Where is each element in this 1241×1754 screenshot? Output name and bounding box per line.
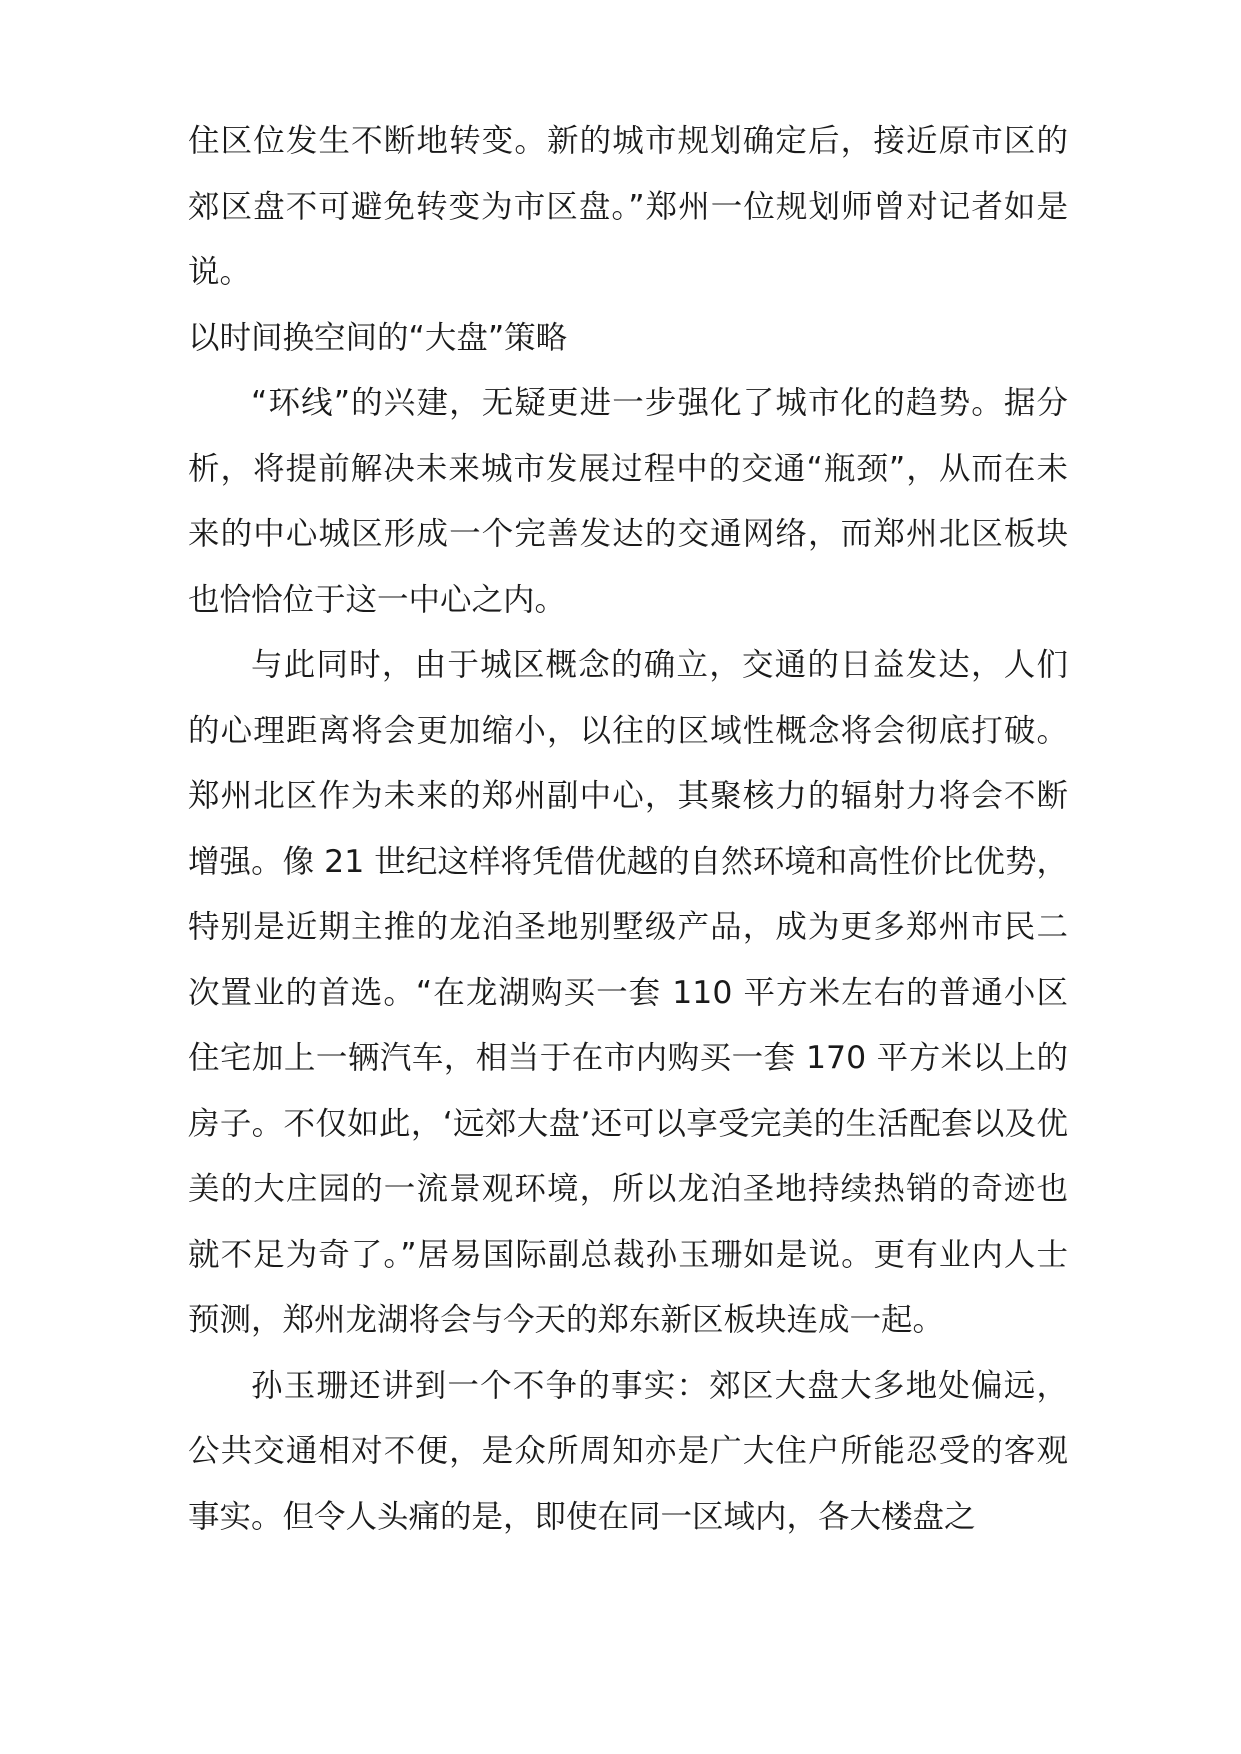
paragraph-north-district: 与此同时，由于城区概念的确立，交通的日益发达，人们的心理距离将会更加缩小，以往的区域性概念将会彻底打破。郑州北区作为未来的郑州副中心，其聚核力的辐射力将会不断增强。像 21 世纪这样将凭借优越的自然环境和高性价比优势，特别是近期主推的龙泊圣地别墅级产品，成为更多郑州市民二次置业的首选。“在龙湖购买一套 110 平方米左右的普通小区住宅加上一辆汽车，相当于在市内购买一套 170 平方米以上的房子。不仅如此，‘远郊大盘’还可以享受完美的生活配套以及优美的大庄园的一流景观环境，所以龙泊圣地持续热销的奇迹也就不足为奇了。”居易国际副总裁孙玉珊如是说。更有业内人士预测，郑州龙湖将会与今天的郑东新区板块连成一起。 xyxy=(188,647,1068,1338)
paragraph-continuation: 住区位发生不断地转变。新的城市规划确定后，接近原市区的郊区盘不可避免转变为市区盘。”郑州一位规划师曾对记者如是说。 xyxy=(188,123,1068,290)
document-body xyxy=(188,109,1068,1550)
paragraph-transport-fact: 孙玉珊还讲到一个不争的事实：郊区大盘大多地处偏远，公共交通相对不便，是众所周知亦是广大住户所能忍受的客观事实。但令人头痛的是，即使在同一区域内，各大楼盘之 xyxy=(188,1367,1068,1535)
section-heading: 以时间换空间的“大盘”策略 xyxy=(188,319,568,356)
paragraph-ring-road: “环线”的兴建，无疑更进一步强化了城市化的趋势。据分析，将提前解决未来城市发展过程中的交通“瓶颈”，从而在未来的中心城区形成一个完善发达的交通网络，而郑州北区板块也恰恰位于这一中心之内。 xyxy=(188,385,1068,618)
